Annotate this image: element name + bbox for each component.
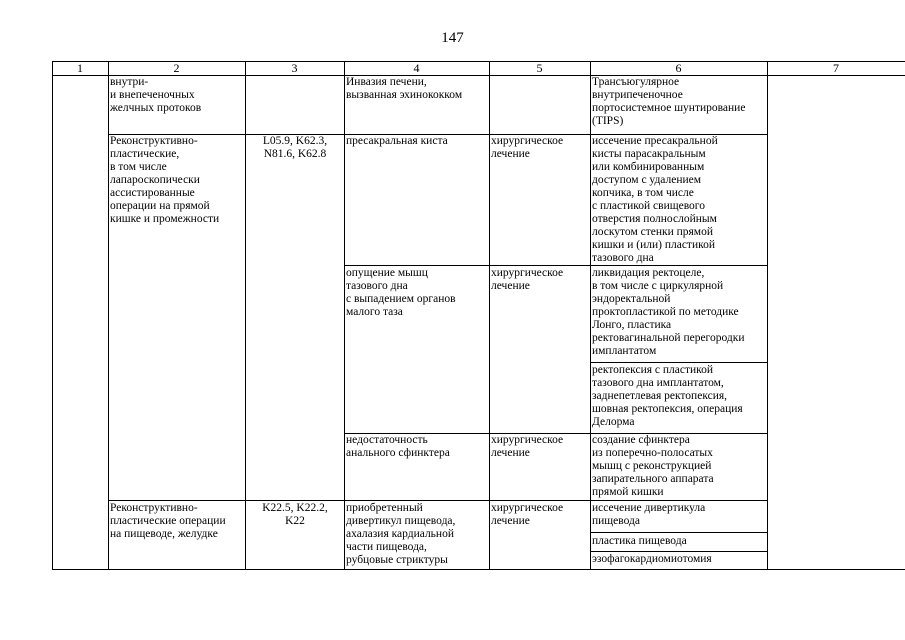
row-a-col4: Инвазия печени, вызванная эхинококком bbox=[346, 76, 463, 101]
header-col-5: 5 bbox=[536, 61, 543, 75]
row-c-col4: приобретенный дивертикул пищевода, ахалазия кардиальной части пищевода, рубцовые стриктуры bbox=[346, 502, 456, 566]
col-border-3 bbox=[344, 61, 345, 570]
row-a-col6: Трансъюгулярное внутрипеченочное портосистемное шунтирование (TIPS) bbox=[592, 76, 746, 127]
col-border-6 bbox=[767, 61, 768, 570]
col-border-4 bbox=[489, 61, 490, 570]
row-c-col6c: эзофагокардиомиотомия bbox=[592, 553, 712, 565]
row-b-sub1-col6: иссечение пресакральной кисты парасакральным или комбинированным доступом с удалением копчика, в том числе с пластикой свищевого отверстия полнослойным лоскутом стенки прямой кишки и (или) пластикой тазового дна bbox=[592, 135, 718, 264]
header-col-7: 7 bbox=[833, 61, 839, 75]
row-b-sub2-col6a: ликвидация ректоцеле, в том числе с циркулярной эндоректальной проктопластикой по методике Лонго, пластика ректовагинальной перегородки имплантатом bbox=[592, 267, 745, 357]
subrow-c1-bottom-border bbox=[590, 532, 767, 533]
page-number: 147 bbox=[441, 30, 464, 46]
row-b-bottom-border bbox=[108, 500, 767, 501]
col-border-5 bbox=[590, 61, 591, 570]
header-col-6: 6 bbox=[675, 61, 682, 75]
row-c-col5: хирургическое лечение bbox=[491, 502, 564, 527]
row-b-sub3-col4: недостаточность анального сфинктера bbox=[346, 434, 450, 459]
row-c-col6b: пластика пищевода bbox=[592, 535, 687, 547]
table-bottom-border bbox=[52, 569, 905, 570]
row-b-col2: Реконструктивно- пластические, в том числе лапароскопически ассистированные операции на прямой кишке и промежности bbox=[110, 135, 220, 225]
row-b-sub3-col5: хирургическое лечение bbox=[491, 434, 564, 459]
subrow-2a-bottom-border bbox=[590, 362, 767, 363]
row-a-col2: внутри- и внепеченочных желчных протоков bbox=[110, 76, 202, 114]
row-b-sub2-col4: опущение мышц тазового дна с выпадением органов малого таза bbox=[346, 267, 456, 318]
row-b-sub2-col5: хирургическое лечение bbox=[491, 267, 564, 292]
col-border-1 bbox=[108, 61, 109, 570]
subrow-1-bottom-border bbox=[344, 265, 767, 266]
row-b-sub3-col6: создание сфинктера из поперечно-полосатых мышц с реконструкцией запирательного аппарата прямой кишки bbox=[592, 434, 714, 498]
col-border-0 bbox=[52, 61, 53, 570]
row-b-sub1-col4: пресакральная киста bbox=[346, 135, 448, 147]
row-c-col3: K22.5, K22.2, K22 bbox=[262, 502, 328, 527]
row-b-sub2-col6b: ректопексия с пластикой тазового дна имплантатом, заднепетлевая ректопексия, шовная ректопексия, операция Делорма bbox=[592, 364, 743, 428]
row-c-col2: Реконструктивно- пластические операции на пищеводе, желудке bbox=[110, 502, 226, 540]
header-col-3: 3 bbox=[291, 61, 298, 75]
subrow-c2-bottom-border bbox=[590, 551, 767, 552]
header-col-1: 1 bbox=[77, 61, 83, 75]
header-col-4: 4 bbox=[413, 61, 420, 75]
header-col-2: 2 bbox=[173, 61, 180, 75]
row-b-col3: L05.9, K62.3, N81.6, K62.8 bbox=[262, 135, 328, 160]
row-b-sub1-col5: хирургическое лечение bbox=[491, 135, 564, 160]
row-c-col6a: иссечение дивертикула пищевода bbox=[592, 502, 706, 527]
